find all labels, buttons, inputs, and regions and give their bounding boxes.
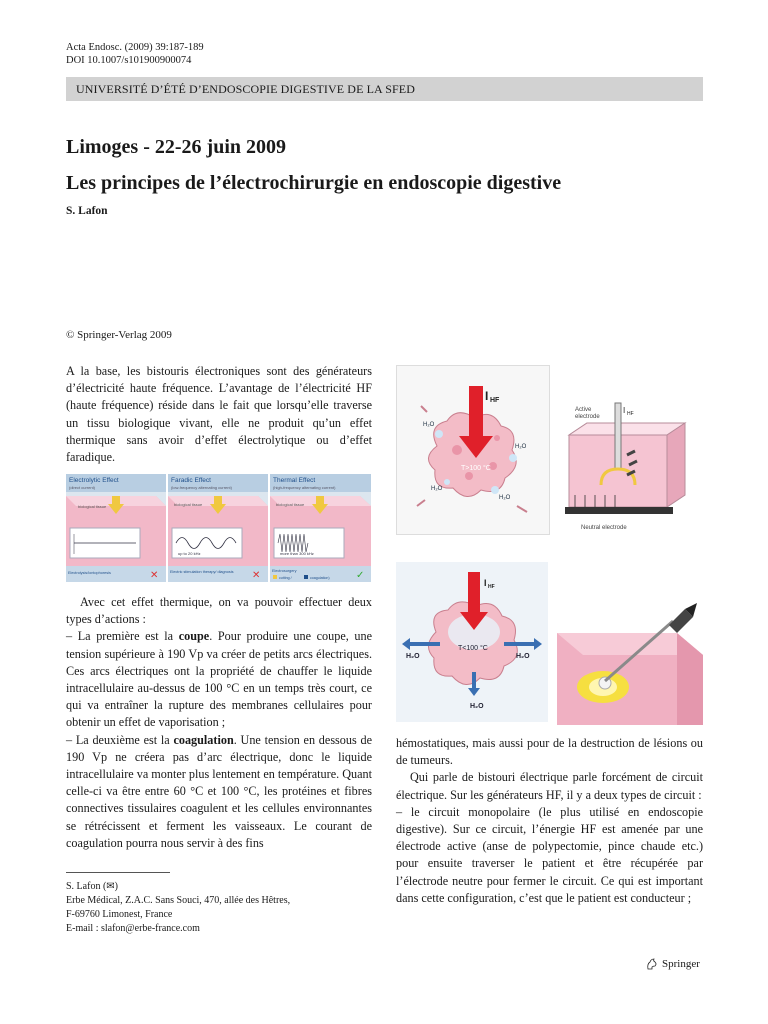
- text: – La deuxième est la: [66, 732, 174, 747]
- h2o-label: H₂O: [431, 486, 443, 492]
- panel-footer: Electrolysis/iontophoresis: [68, 571, 111, 575]
- figure-monopolar: [557, 395, 703, 535]
- doi-line: DOI 10.1007/s101900900074: [66, 55, 192, 66]
- label-i: I: [485, 389, 489, 403]
- cross-icon: ✕: [150, 570, 159, 581]
- label-i-sub: HF: [490, 397, 500, 404]
- paragraph: A la base, les bistouris électroniques sont des générateurs d’électricité haute fréquence. L’avantage de l’électricité HF (haute fréquence) réside dans le fait que lorsqu’elle traverse un tissu biologique vivant, elle ne produit qu’un effet thermique sans avoir d’effet électrolytique ou d’effet faradique.: [66, 364, 372, 465]
- tissue-label: biological tissue: [276, 502, 305, 507]
- label-i: I: [623, 406, 626, 415]
- email-line: E-mail : slafon@erbe-france.com: [66, 923, 200, 934]
- h2o-label: H₂O: [499, 495, 511, 501]
- h2o-label: H₂O: [423, 422, 435, 428]
- neutral-label: Neutral electrode: [581, 525, 627, 531]
- paragraph: hémostatiques, mais aussi pour de la destruction de lésions ou de tumeurs.: [396, 736, 703, 768]
- paragraph-coupe: [66, 628, 372, 731]
- tissue-label: biological tissue: [78, 504, 107, 509]
- active-label-2: electrode: [575, 414, 600, 420]
- text: – La première est la: [66, 629, 179, 644]
- figure-cell-cutting: [396, 365, 550, 535]
- panel-footer: Electrosurgery: [272, 569, 297, 573]
- temp-label: T>100 °C: [461, 465, 491, 472]
- panel-title: Electrolytic Effect: [69, 477, 119, 484]
- effect-panel-faradic: [168, 474, 268, 582]
- h2o-label: H₂O: [406, 653, 420, 660]
- publisher-name: Springer: [662, 958, 700, 970]
- body-left-top: [66, 363, 372, 466]
- effect-panel-thermal: [270, 474, 371, 582]
- cross-icon: ✕: [252, 570, 261, 581]
- wave-label: up to 20 kHz: [178, 551, 201, 556]
- tissue-label: biological tissue: [174, 502, 203, 507]
- panel-sub: (low-frequency alternating current): [171, 485, 232, 490]
- panel-title: Faradic Effect: [171, 477, 211, 484]
- article-title: Les principes de l’électrochirurgie en endoscopie digestive: [66, 172, 562, 194]
- label-i-sub: HF: [627, 411, 634, 417]
- active-label: Active: [575, 407, 592, 413]
- figure-cell-coagulation: [396, 562, 548, 722]
- section-banner: UNIVERSITÉ D’ÉTÉ D’ENDOSCOPIE DIGESTIVE DE LA SFED: [66, 77, 703, 101]
- panel-footer: Electric stimulation therapy/ diagnosis: [170, 570, 234, 574]
- address-line: Erbe Médical, Z.A.C. Sans Souci, 470, allée des Hêtres,: [66, 895, 291, 906]
- label-i-sub: HF: [488, 584, 495, 590]
- address-line: F-69760 Limonest, France: [66, 909, 173, 920]
- publisher-logo: [646, 958, 700, 970]
- body-left-bottom: [66, 594, 372, 852]
- figure-electrode-tissue: [557, 603, 703, 725]
- figure-effects: [66, 474, 371, 582]
- text: . Pour produire une coupe, une tension supérieure à 190 Vp va créer de petits arcs électriques. Ces arcs électriques ont la propriété de chauffer le liquide intracellulaire au-dessus de 100 °C en un temps très court, ce qui va entraîner la rupture des membranes cellulaires pour obtenir un effet de vaporisation ;: [66, 629, 373, 730]
- text: . Une tension en dessous de 190 Vp ne créera pas d’arc électrique, donc le liquide intracellulaire va monter plus lentement en température. Quant celle-ci va être entre 60 °C et 100 °C, les protéines et fibres connectives tissulaires coagulent et les cellules environnantes se rétrécissent et ferment les vaisseaux. Le courant de coagulation pourra nous servir à des fins: [66, 732, 372, 850]
- paragraph: Avec cet effet thermique, on va pouvoir effectuer deux types d’actions :: [66, 595, 372, 627]
- footnote: [66, 880, 290, 936]
- term-coupe: coupe: [178, 629, 210, 644]
- label-i: I: [484, 578, 487, 588]
- term-coagulation: coagulation: [173, 732, 234, 747]
- author-contact: S. Lafon (✉): [66, 881, 118, 892]
- journal-line: Acta Endosc. (2009) 39:187-189: [66, 42, 204, 53]
- wave-label: more than 300 kHz: [280, 551, 314, 556]
- legend-coag: coagulation): [310, 576, 330, 580]
- body-right: [396, 735, 703, 907]
- panel-sub: (high-frequency alternating current): [273, 485, 336, 490]
- legend-cut: cutting /: [279, 576, 292, 580]
- event-title: Limoges - 22-26 juin 2009: [66, 136, 286, 158]
- h2o-label: H₂O: [470, 703, 484, 710]
- journal-citation: [66, 41, 204, 67]
- footnote-rule: [66, 872, 170, 873]
- paragraph: Qui parle de bistouri électrique parle forcément de circuit électrique. Sur les générateurs HF, il y a deux types de circuit :: [396, 770, 703, 802]
- springer-horse-icon: [646, 958, 658, 970]
- h2o-label: H₂O: [516, 653, 530, 660]
- panel-sub: (direct current): [69, 485, 96, 490]
- h2o-label: H₂O: [515, 444, 527, 450]
- effect-panel-electrolytic: [66, 474, 166, 582]
- check-icon: ✓: [356, 570, 365, 581]
- panel-title: Thermal Effect: [273, 477, 316, 484]
- temp-label: T<100 °C: [458, 645, 488, 652]
- copyright: © Springer-Verlag 2009: [66, 329, 172, 341]
- author: S. Lafon: [66, 205, 108, 217]
- paragraph-coagulation: [66, 732, 372, 852]
- paragraph: – le circuit monopolaire (le plus utilisé en endoscopie digestive). Sur ce circuit, l’énergie HF est amenée par une électrode active (anse de polypectomie, pince chaude etc.) pour ensuite traverser le patient et être récupérée par l’électrode neutre pour fermer le circuit. Ce qui est important dans cette configuration, c’est que le patient est conducteur ;: [396, 804, 703, 905]
